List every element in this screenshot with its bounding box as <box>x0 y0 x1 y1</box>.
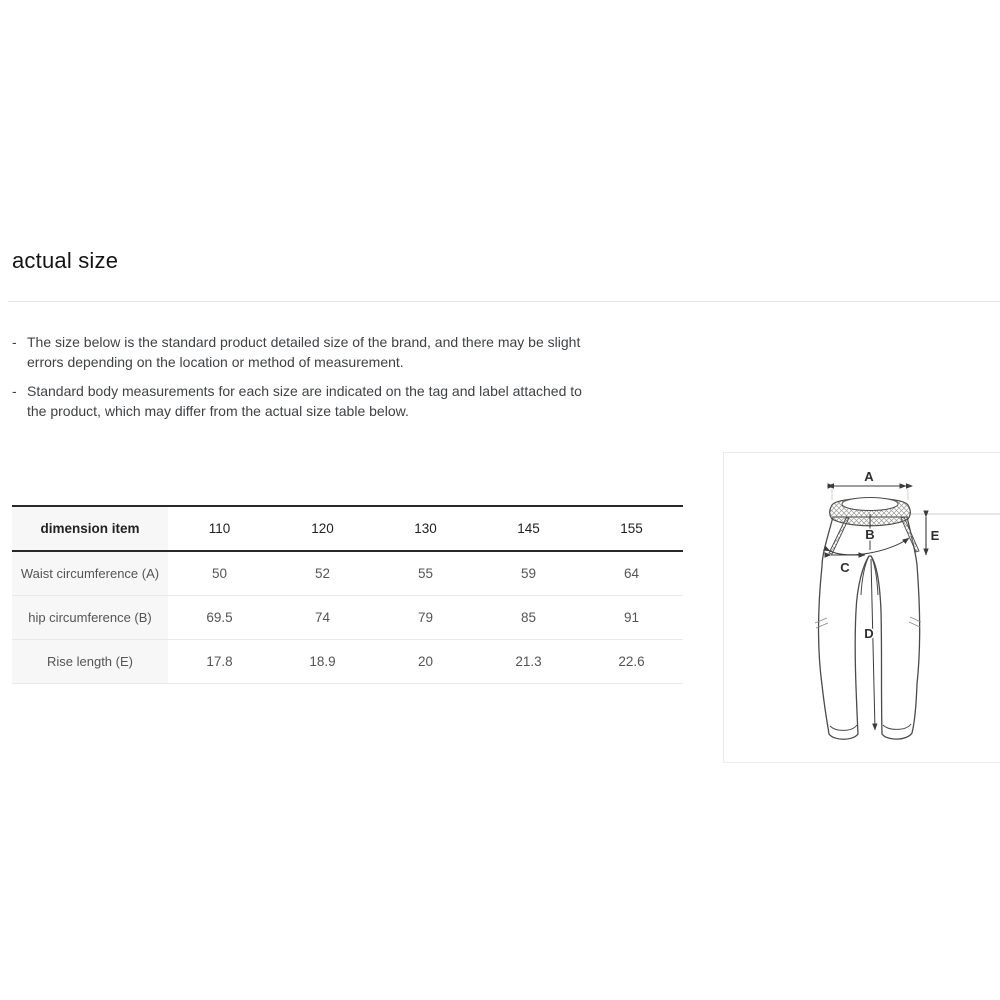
table-header-row <box>12 506 683 551</box>
table-cell: 59 <box>520 565 537 581</box>
table-cell: 79 <box>417 609 434 625</box>
column-header-size: 145 <box>517 521 540 536</box>
table-cell: 17.8 <box>206 653 233 669</box>
row-label: hip circumference (B) <box>12 595 168 639</box>
table-cell: 91 <box>623 609 640 625</box>
table-cell: 64 <box>623 565 640 581</box>
note-item <box>12 381 582 421</box>
size-table <box>12 505 683 684</box>
table-row <box>12 551 683 595</box>
label-a: A <box>864 469 874 484</box>
label-c: C <box>840 560 850 575</box>
column-header-size: 110 <box>208 521 231 536</box>
label-e: E <box>930 528 940 543</box>
table-row <box>12 595 683 639</box>
d-measure-arrow <box>871 559 875 730</box>
bullet-dash: - <box>12 334 17 350</box>
note-line: The size below is the standard product detailed size of the brand, and there may be slight <box>27 334 581 350</box>
a-arrowhead-right <box>906 483 913 488</box>
page-title: actual size <box>12 248 119 273</box>
table-cell: 20 <box>417 653 434 669</box>
table-cell: 50 <box>211 565 228 581</box>
notes-list <box>12 332 582 430</box>
table-cell: 21.3 <box>515 653 542 669</box>
column-header-size: 130 <box>414 521 437 536</box>
a-arrowhead-left <box>827 483 834 488</box>
table-cell: 74 <box>314 609 331 625</box>
label-d: D <box>864 626 874 641</box>
table-cell: 55 <box>417 565 434 581</box>
column-header-size: 155 <box>620 521 643 536</box>
note-line: errors depending on the location or method of measurement. <box>27 354 404 370</box>
note-line: the product, which may differ from the actual size table below. <box>27 403 409 419</box>
pants-measurement-diagram <box>723 452 1000 763</box>
row-label: Waist circumference (A) <box>12 551 168 595</box>
waist-opening <box>842 498 898 511</box>
table-cell: 85 <box>520 609 537 625</box>
table-row <box>12 639 683 683</box>
table-cell: 22.6 <box>618 653 645 669</box>
label-b: B <box>865 527 875 542</box>
column-header-dimension-item: dimension item <box>12 506 168 551</box>
note-item <box>12 332 582 372</box>
note-line: Standard body measurements for each size are indicated on the tag and label attached to <box>27 383 582 399</box>
pants-line-art <box>724 453 1000 764</box>
bullet-dash: - <box>12 383 17 399</box>
column-header-size: 120 <box>311 521 334 536</box>
table-cell: 52 <box>314 565 331 581</box>
section-divider <box>8 301 1000 302</box>
table-cell: 18.9 <box>309 653 336 669</box>
table-cell: 69.5 <box>206 609 233 625</box>
row-label: Rise length (E) <box>12 639 168 683</box>
